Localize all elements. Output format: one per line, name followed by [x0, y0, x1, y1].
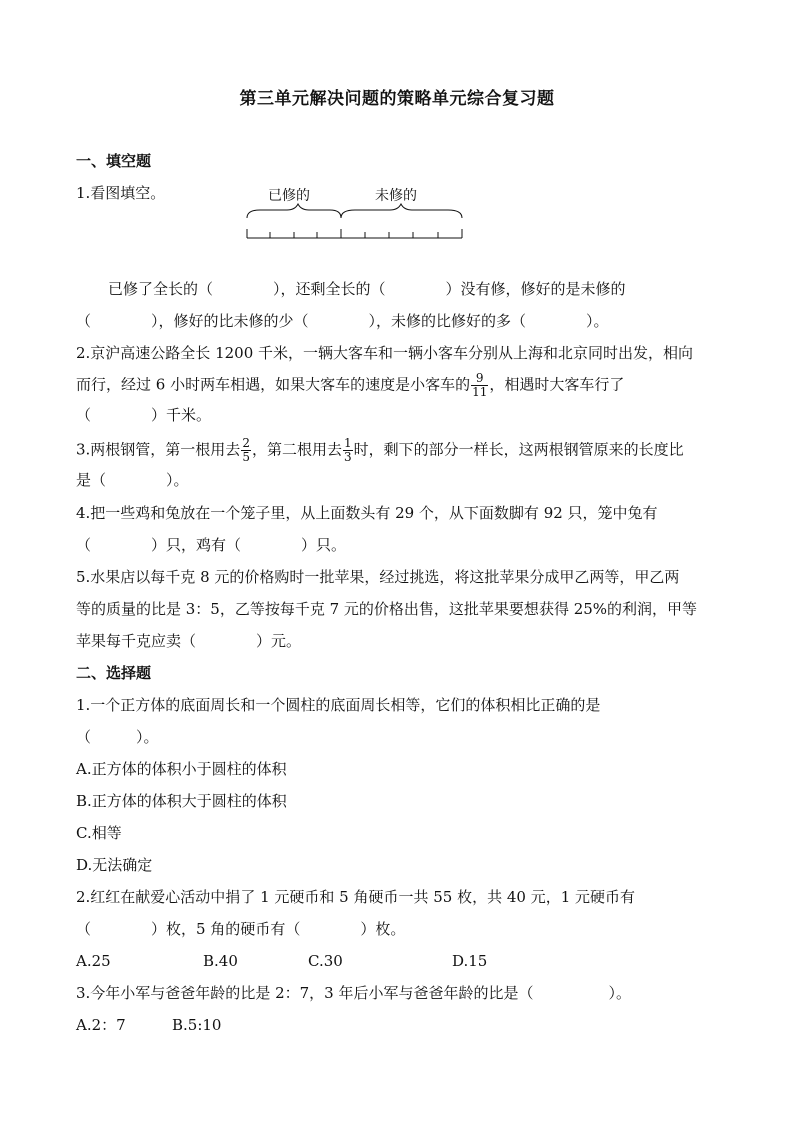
brace-unrepaired — [341, 204, 462, 218]
c2-option-c: C.30 — [308, 952, 343, 970]
brace-repaired — [247, 204, 341, 218]
fraction-2-5 — [241, 437, 251, 464]
c3-option-a: A.2：7 — [76, 1016, 126, 1034]
fraction-numerator: 9 — [471, 372, 488, 386]
q4-line2: （ ）只，鸡有（ ）只。 — [76, 536, 347, 554]
section-choice-heading: 二、选择题 — [76, 664, 152, 682]
c3-option-b: B.5:10 — [172, 1016, 222, 1034]
c2-line1: 2.红红在献爱心活动中捐了 1 元硬币和 5 角硬币一共 55 枚，共 40 元，1 元硬币有 — [76, 888, 636, 906]
q2-line3: （ ）千米。 — [76, 406, 212, 424]
q5-line3: 苹果每千克应卖（ ）元。 — [76, 632, 302, 650]
q2-line1: 2.京沪高速公路全长 1200 千米，一辆大客车和一辆小客车分别从上海和北京同时出发，相向 — [76, 344, 694, 362]
q5-line1: 5.水果店以每千克 8 元的价格购时一批苹果，经过挑选，将这批苹果分成甲乙两等，甲乙两 — [76, 568, 680, 586]
q3-line2: 是（ ）。 — [76, 471, 189, 489]
q3-line1-text-c: 时，剩下的部分一样长，这两根钢管原来的长度比 — [353, 440, 684, 459]
c1-option-c: C.相等 — [76, 824, 122, 842]
q5-line2: 等的质量的比是 3：5，乙等按每千克 7 元的价格出售，这批苹果要想获得 25%的利润，甲等 — [76, 600, 698, 618]
c1-line2: （ ）。 — [76, 728, 159, 746]
q1-stem: 1.看图填空。 — [76, 184, 166, 202]
q3-line1 — [76, 437, 726, 464]
c1-option-b: B.正方体的体积大于圆柱的体积 — [76, 792, 287, 810]
c1-option-d: D.无法确定 — [76, 856, 153, 874]
fraction-numerator: 1 — [343, 436, 352, 450]
fraction-denominator: 5 — [242, 450, 250, 464]
diagram-label-repaired: 已修的 — [268, 188, 310, 204]
q2-line2 — [76, 372, 726, 399]
c2-line2: （ ）枚，5 角的硬币有（ ）枚。 — [76, 920, 406, 938]
segment-ticks — [247, 229, 462, 238]
c1-line1: 1.一个正方体的底面周长和一个圆柱的底面周长相等，它们的体积相比正确的是 — [76, 696, 601, 714]
fraction-denominator: 11 — [472, 385, 488, 399]
q2-line2-text-b: ，相遇时大客车行了 — [489, 375, 625, 394]
fraction-9-11 — [471, 372, 488, 399]
segment-diagram — [240, 180, 470, 260]
c1-option-a: A.正方体的体积小于圆柱的体积 — [76, 760, 287, 778]
c2-option-d: D.15 — [452, 952, 488, 970]
q2-line2-text-a: 而行，经过 6 小时两车相遇，如果大客车的速度是小客车的 — [76, 375, 471, 394]
page-title: 第三单元解决问题的策略单元综合复习题 — [239, 89, 555, 109]
q1-line1: 已修了全长的（ ），还剩全长的（ ）没有修，修好的是未修的 — [108, 280, 626, 298]
c2-option-b: B.40 — [203, 952, 238, 970]
q3-line1-text-a: 3.两根钢管，第一根用去 — [76, 440, 241, 459]
fraction-denominator: 3 — [343, 450, 352, 464]
c3-line1: 3.今年小军与爸爸年龄的比是 2：7，3 年后小军与爸爸年龄的比是（ ）。 — [76, 984, 631, 1002]
diagram-label-unrepaired: 未修的 — [375, 188, 417, 204]
c2-option-a: A.25 — [76, 952, 111, 970]
q4-line1: 4.把一些鸡和兔放在一个笼子里，从上面数头有 29 个，从下面数脚有 92 只，笼中兔有 — [76, 504, 658, 522]
q3-line1-text-b: ，第二根用去 — [251, 440, 342, 459]
fraction-numerator: 2 — [242, 436, 250, 450]
section-fill-in-heading: 一、填空题 — [76, 152, 152, 170]
q1-line2: （ ），修好的比未修的少（ ），未修的比修好的多（ ）。 — [76, 312, 609, 330]
fraction-1-3 — [343, 437, 353, 464]
